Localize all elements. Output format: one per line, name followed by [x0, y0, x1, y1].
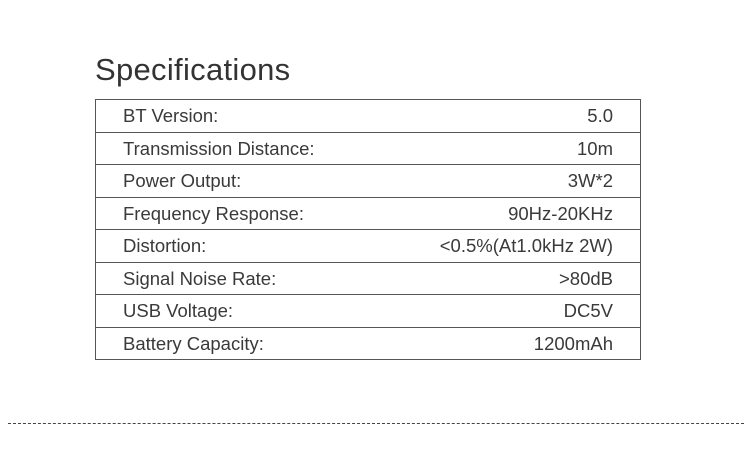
dashed-divider — [8, 423, 744, 424]
spec-value: 90Hz-20KHz — [508, 202, 613, 224]
table-row — [96, 327, 641, 360]
spec-value: DC5V — [563, 300, 613, 322]
spec-label: BT Version: — [123, 105, 219, 127]
spec-label: USB Voltage: — [123, 300, 234, 322]
spec-value: >80dB — [558, 267, 613, 289]
spec-value: 1200mAh — [533, 332, 613, 354]
spec-value: 10m — [577, 137, 613, 159]
table-row — [96, 295, 641, 328]
table-row — [96, 197, 641, 230]
specifications-table — [95, 99, 641, 360]
spec-label: Frequency Response: — [123, 202, 304, 224]
table-row — [96, 100, 641, 133]
spec-label: Power Output: — [123, 170, 242, 192]
spec-label: Distortion: — [123, 235, 207, 257]
spec-label: Battery Capacity: — [123, 332, 264, 354]
spec-label: Signal Noise Rate: — [123, 267, 277, 289]
table-row — [96, 165, 641, 198]
table-row — [96, 230, 641, 263]
spec-label: Transmission Distance: — [123, 137, 315, 159]
page-title: Specifications — [95, 52, 291, 87]
spec-value: <0.5%(At1.0kHz 2W) — [439, 235, 613, 257]
spec-value: 5.0 — [587, 105, 613, 127]
table-row — [96, 262, 641, 295]
table-row — [96, 132, 641, 165]
spec-value: 3W*2 — [567, 170, 613, 192]
